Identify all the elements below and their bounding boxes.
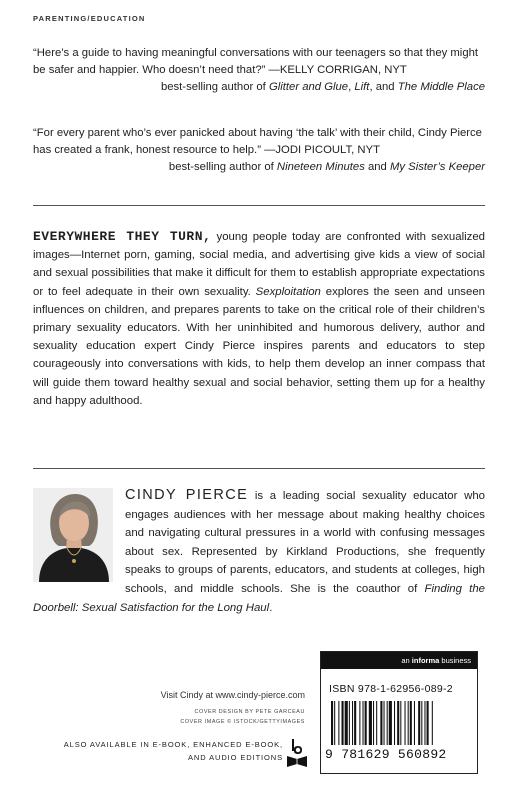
barcode-bar: [380, 701, 382, 745]
barcode-bar: [384, 701, 385, 745]
publisher-logo-icon: [286, 738, 308, 768]
barcode-bar: [345, 701, 348, 745]
barcode-bar: [376, 701, 377, 745]
barcode-bar: [408, 701, 409, 745]
barcode-bar: [427, 701, 429, 745]
description-lead: EVERYWHERE THEY TURN,: [33, 229, 212, 244]
also-available-line-2: AND AUDIO EDITIONS: [188, 753, 283, 762]
barcode-bar: [331, 701, 333, 745]
barcode-bar: [354, 701, 356, 745]
barcode-bar: [359, 701, 360, 745]
quote-1-credentials: best-selling author of Glitter and Glue, Lift, and The Middle Place: [160, 81, 485, 93]
author-bio: CINDY PIERCE is a leading social sexuality educator who engages audiences with her message about making healthy choices and navigating cultural pressures in a world with confusing messages about sex. Represented by Kirkland Productions, she frequently speaks to groups of parents, educators, and students at colleges, high schools, and middle schools. She is the coauthor of Finding the Doorbell: Sexual Satisfaction for the Long Haul.: [33, 487, 485, 614]
category-label: PARENTING/EDUCATION: [33, 14, 146, 23]
quote-2-credentials: best-selling author of Nineteen Minutes and My Sister’s Keeper: [168, 161, 485, 173]
barcode-bar: [387, 701, 388, 745]
barcode-bar: [373, 701, 374, 745]
informa-business-banner: an informa business: [321, 652, 477, 669]
barcode-bar: [418, 701, 420, 745]
cover-image-credit: COVER IMAGE © ISTOCK/GETTYIMAGES: [180, 719, 305, 725]
book-title: My Sister’s Keeper: [389, 161, 485, 173]
endorsement-quote-2: [33, 125, 485, 176]
divider-line: [33, 205, 485, 206]
book-title: Nineteen Minutes: [276, 161, 365, 173]
barcode-bar: [424, 701, 425, 745]
barcode-bar: [369, 701, 372, 745]
barcode-bar: [334, 701, 335, 745]
book-title: Sexploitation: [255, 285, 321, 298]
barcode-bar: [410, 701, 412, 745]
author-website: Visit Cindy at www.cindy-pierce.com: [160, 690, 305, 700]
barcode-bar: [349, 701, 350, 745]
barcode-bar: [389, 701, 392, 745]
also-available-line-1: ALSO AVAILABLE IN E-BOOK, ENHANCED E-BOOK,: [63, 740, 283, 749]
barcode-number: 9 781629 560892: [325, 747, 447, 762]
barcode-bar: [397, 701, 399, 745]
barcode-bar: [432, 701, 433, 745]
quote-1-text: “Here’s a guide to having meaningful conversations with our teenagers so that they might be safer and happier. Who doesn’t need that?”: [33, 47, 479, 76]
quote-2-attribution: —JODI PICOULT, NYT: [264, 144, 381, 156]
barcode-bar: [414, 701, 415, 745]
book-title: Lift: [354, 81, 370, 93]
quote-2-text: “For every parent who’s ever panicked about having ‘the talk’ with their child, Cindy Pierce has created a frank, honest resource to help.”: [33, 127, 482, 156]
cover-design-credit: COVER DESIGN BY PETE GARCEAU: [194, 709, 305, 715]
isbn-text: ISBN 978-1-62956-089-2: [329, 683, 453, 695]
barcode-bar: [400, 701, 401, 745]
book-title: The Middle Place: [397, 81, 485, 93]
barcode-bar: [342, 701, 344, 745]
book-title: Finding the Doorbell: Sexual Satisfaction for the Long Haul: [33, 582, 485, 614]
barcode-bar: [421, 701, 422, 745]
barcode-bar: [405, 701, 406, 745]
author-name: CINDY PIERCE: [125, 487, 249, 503]
book-title: Glitter and Glue: [268, 81, 349, 93]
book-description: EVERYWHERE THEY TURN, young people today are confronted with sexualized images—Internet porn, gaming, social media, and advertising give kids a view of social and sexual possibilities that make it difficult for them to establish appropriate expectations or to feel adequate in their own sexuality. Sexploitation explores the seen and unseen influences on children, and prepares parents to take on the critical role of their children’s primary sexuality educators. With her uninhibited and humorous delivery, author and sexuality education expert Cindy Pierce inspires parents and educators to step courageously into conversations with kids, to help them develop an inner compass that will guide them toward healthy sexual and social behavior, setting them up for a healthy and happy adulthood.: [33, 229, 485, 407]
barcode-bars-icon: [329, 701, 469, 745]
barcode-bar: [365, 701, 367, 745]
barcode-bar: [338, 701, 339, 745]
barcode-bar: [363, 701, 364, 745]
barcode-bar: [352, 701, 353, 745]
endorsement-quote-1: [33, 45, 485, 96]
barcode-bar: [394, 701, 395, 745]
quote-1-attribution: —KELLY CORRIGAN, NYT: [268, 64, 407, 76]
divider-line: [33, 468, 485, 469]
barcode-block: [320, 651, 478, 774]
